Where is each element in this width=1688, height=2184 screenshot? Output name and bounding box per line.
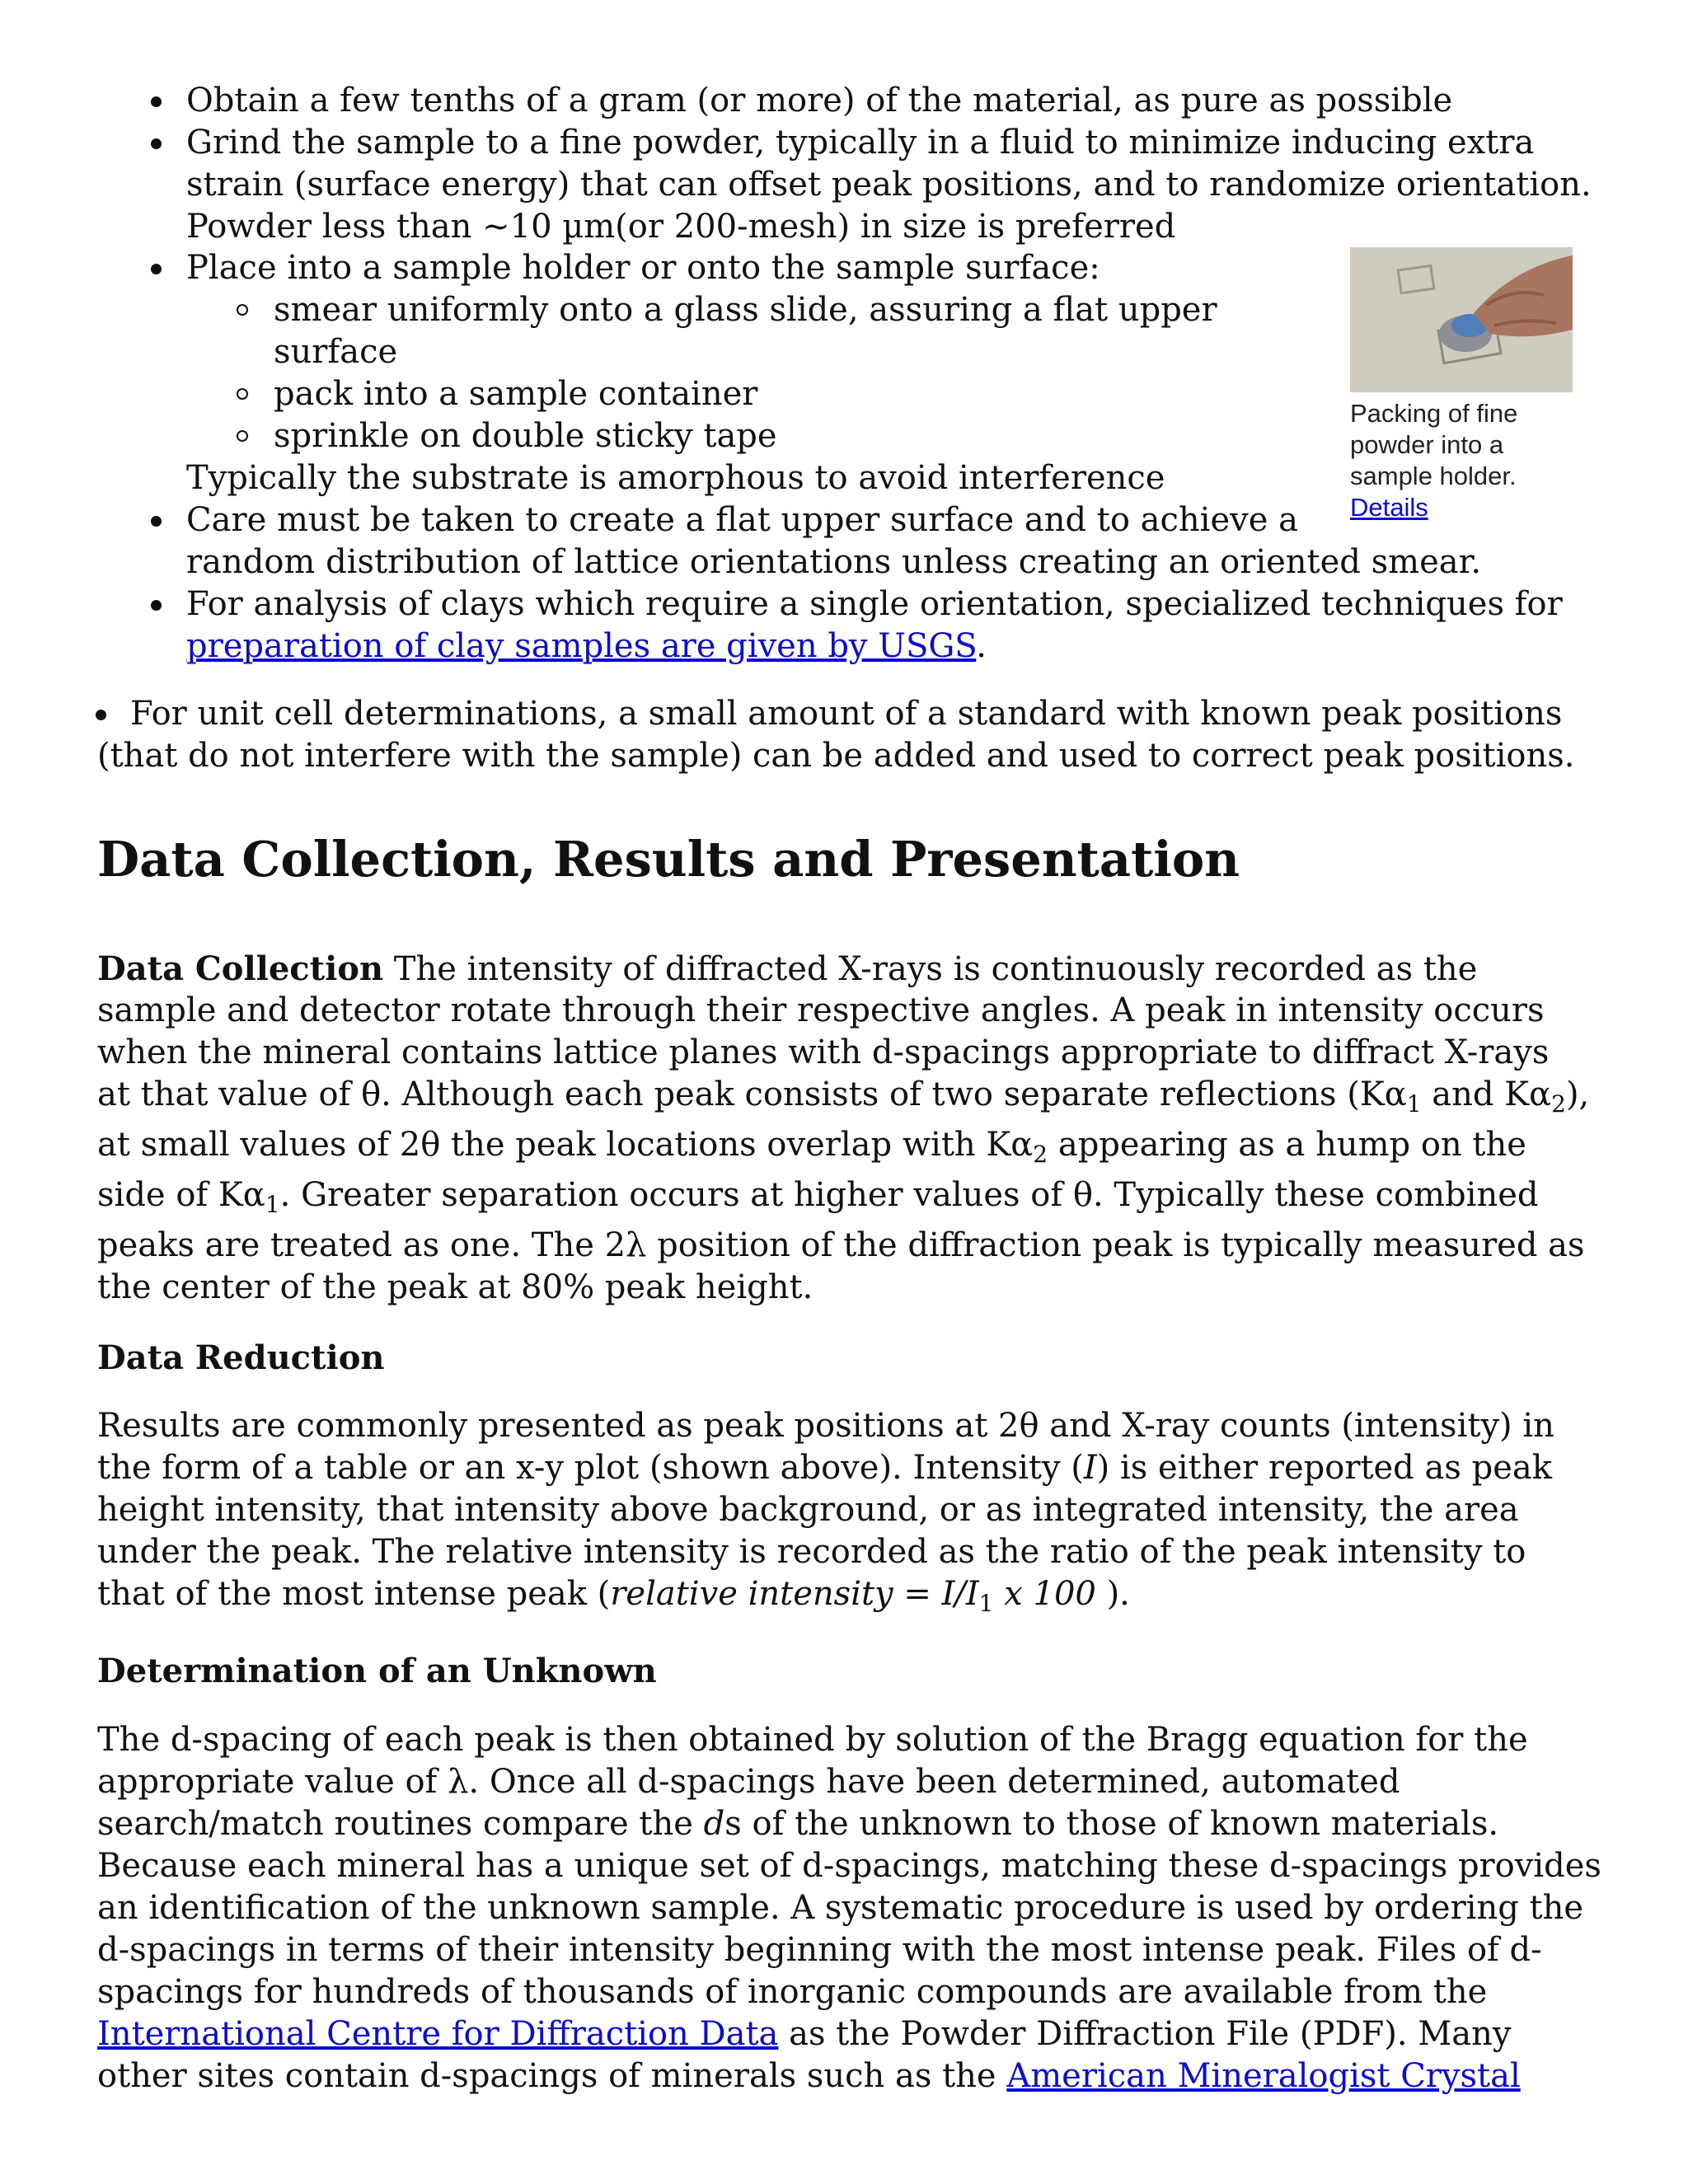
sub-bullet-smear-line2: surface [274,333,398,371]
unknown-line2: appropriate value of λ. Once all d-spacings have been determined, automated [97,1763,1400,1801]
bullet-dot [96,710,106,720]
figure-packing-powder [1350,247,1573,392]
data-reduction-line4: under the peak. The relative intensity is recorded as the ratio of the peak intensity to [97,1533,1526,1571]
data-collection-line4: at that value of θ. Although each peak consists of two separate reflections ($K\alpha_1$ and $K\alpha_2$), [97,1076,1590,1118]
sub-bullet-circle [237,388,248,400]
unknown-line3: search/match routines compare the ds of the unknown to those of known materials. [97,1805,1499,1843]
period: . [976,627,987,665]
figure-caption [1350,398,1597,523]
american-mineralogist-link[interactable]: American Mineralogist Crystal [1006,2057,1521,2095]
bullet-dot [151,96,162,107]
sub-bullet-circle [237,430,248,442]
bullet-care-line1: Care must be taken to create a flat upper surface and to achieve a [186,501,1298,539]
bullet-clay-line2 [186,626,987,668]
data-reduction-line1: Results are commonly presented as peak positions at 2θ and X-ray counts (intensity) in [97,1407,1554,1445]
data-collection-line2: sample and detector rotate through their respective angles. A peak in intensity occurs [97,991,1545,1029]
bullet-grind-line3: Powder less than ~10 µm(or 200-mesh) in size is preferred [186,208,1176,246]
data-reduction-line2: the form of a table or an x-y plot (shown above). Intensity (I) is either reported as peak [97,1449,1552,1487]
bullet-clay-line1: For analysis of clays which require a single orientation, specialized techniques for [186,585,1563,623]
sub-bullet-sprinkle: sprinkle on double sticky tape [274,417,777,455]
unknown-line7: spacings for hundreds of thousands of inorganic compounds are available from the [97,1973,1488,2011]
figure-details-link[interactable]: Details [1350,493,1428,522]
data-collection-line1: Data Collection The intensity of diffracted X-rays is continuously recorded as the [97,949,1478,988]
photo-illustration [1350,247,1573,392]
bullet-dot [151,264,162,274]
caption-line: powder into a [1350,430,1504,459]
data-reduction-line3: height intensity, that intensity above background, or as integrated intensity, the area [97,1491,1519,1529]
bullet-dot [151,600,162,611]
sub-bullet-pack: pack into a sample container [274,375,758,413]
unknown-line5: an identification of the unknown sample. A systematic procedure is used by ordering the [97,1889,1584,1927]
bullet-obtain: Obtain a few tenths of a gram (or more) of the material, as pure as possible [186,82,1453,120]
bullet-grind-line1: Grind the sample to a fine powder, typically in a fluid to minimize inducing extra [186,124,1535,162]
bullet-dot [151,516,162,527]
sub-bullet-smear-line1: smear uniformly onto a glass slide, assuring a flat upper [274,291,1217,329]
data-reduction-heading: Data Reduction [97,1338,385,1377]
usgs-clay-link[interactable]: preparation of clay samples are given by USGS [186,627,977,665]
sub-bullet-circle [237,304,248,316]
unknown-line6: d-spacings in terms of their intensity beginning with the most intense peak. Files of d- [97,1931,1542,1969]
section-title: Data Collection, Results and Presentation [97,831,1240,888]
icdd-link[interactable]: International Centre for Diffraction Data [97,2015,779,2053]
data-collection-line3: when the mineral contains lattice planes with d-spacings appropriate to diffract X-rays [97,1033,1550,1071]
substrate-note: Typically the substrate is amorphous to avoid interference [186,459,1165,497]
caption-line: Packing of fine [1350,399,1518,428]
bullet-unit-cell-line1: For unit cell determinations, a small amount of a standard with known peak positions [130,695,1563,733]
packing-powder-photo[interactable] [1350,247,1573,392]
data-collection-line8: the center of the peak at 80% peak height. [97,1268,814,1306]
data-collection-line7: peaks are treated as one. The 2λ position of the diffraction peak is typically measured as [97,1226,1585,1264]
unknown-line4: Because each mineral has a unique set of d-spacings, matching these d-spacings provides [97,1847,1601,1885]
unknown-heading: Determination of an Unknown [97,1652,657,1690]
unknown-line8: International Centre for Diffraction Data as the Powder Diffraction File (PDF). Many [97,2015,1512,2053]
bullet-grind-line2: strain (surface energy) that can offset peak positions, and to randomize orientation. [186,166,1592,204]
data-collection-line5: at small values of 2θ the peak locations overlap with $K\alpha_2$ appearing as a hump on the [97,1126,1526,1168]
data-reduction-line5: that of the most intense peak (relative intensity = $I/I_1$ x 100 ). [97,1575,1130,1617]
data-collection-line6: side of $K\alpha_1$. Greater separation occurs at higher values of θ. Typically these combined [97,1176,1539,1218]
bullet-place: Place into a sample holder or onto the sample surface: [186,249,1100,287]
unknown-line9: other sites contain d-spacings of minerals such as the American Mineralogist Crystal [97,2057,1521,2095]
bullet-dot [151,138,162,149]
bullet-care-line2: random distribution of lattice orientations unless creating an oriented smear. [186,543,1482,581]
bullet-unit-cell-line2: (that do not interfere with the sample) can be added and used to correct peak positions. [97,737,1575,775]
unknown-line1: The d-spacing of each peak is then obtained by solution of the Bragg equation for the [97,1721,1528,1759]
caption-line: sample holder. [1350,462,1517,490]
data-collection-heading: Data Collection [97,949,384,988]
